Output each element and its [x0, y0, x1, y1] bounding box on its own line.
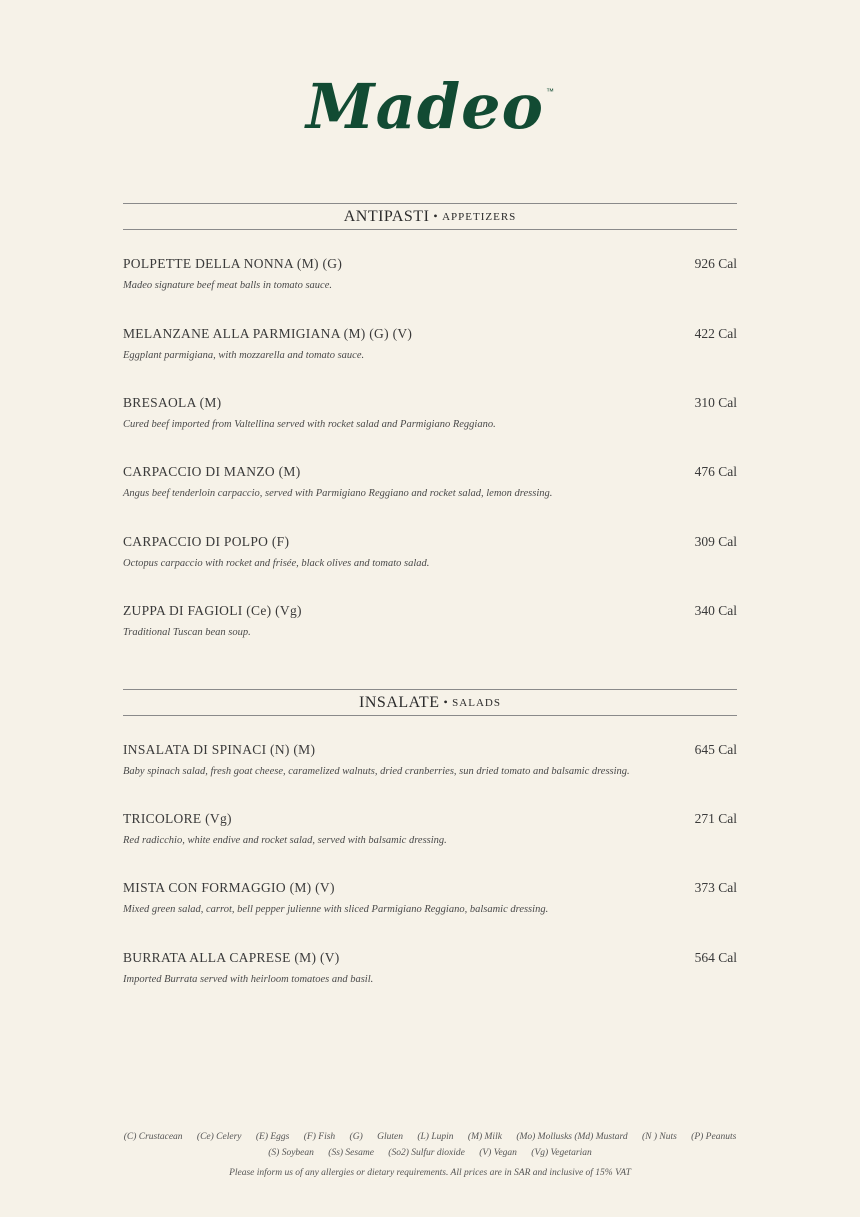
item-name: POLPETTE DELLA NONNA (M) (G): [123, 256, 343, 271]
brand-name: Madeo: [306, 70, 544, 143]
brand-logo: [0, 70, 860, 143]
item-calories: 564 Cal: [694, 950, 737, 965]
item-name: INSALATA DI SPINACI (N) (M): [123, 742, 316, 757]
section-antipasti: [123, 203, 737, 638]
separator-dot: •: [443, 695, 449, 709]
allergen-label: (N ) Nuts: [641, 1132, 677, 1142]
item-calories: 340 Cal: [694, 603, 737, 618]
allergen-label: Gluten: [377, 1132, 403, 1142]
allergen-label: (V) Vegan: [479, 1148, 517, 1158]
item-calories: 926 Cal: [694, 256, 737, 271]
menu-item: [123, 256, 737, 291]
allergen-label: (C) Crustacean: [123, 1132, 183, 1142]
item-calories: 476 Cal: [694, 464, 737, 479]
item-description: Imported Burrata served with heirloom tomatoes and basil.: [123, 974, 374, 985]
item-description: Red radicchio, white endive and rocket salad, served with balsamic dressing.: [123, 835, 447, 846]
item-name: CARPACCIO DI POLPO (F): [123, 534, 290, 549]
item-calories: 271 Cal: [694, 811, 737, 826]
allergen-label: (Vg) Vegetarian: [531, 1148, 592, 1158]
item-description: Cured beef imported from Valtellina served with rocket salad and Parmigiano Reggiano.: [123, 419, 496, 430]
menu-item: [123, 950, 737, 985]
allergen-label: (G): [349, 1132, 363, 1142]
item-calories: 645 Cal: [694, 742, 737, 757]
section-title: ANTIPASTI: [343, 207, 430, 225]
item-name: CARPACCIO DI MANZO (M): [123, 464, 301, 479]
allergen-legend-line-1: [0, 1129, 860, 1145]
section-title: INSALATE: [359, 693, 440, 711]
allergen-label: (M) Milk: [467, 1132, 502, 1142]
menu-item: [123, 880, 737, 915]
menu-item: [123, 603, 737, 638]
allergen-label: (L) Lupin: [417, 1132, 454, 1142]
menu-item: [123, 395, 737, 430]
section-insalate: [123, 689, 737, 985]
item-description: Traditional Tuscan bean soup.: [123, 627, 251, 638]
separator-dot: •: [433, 209, 439, 223]
item-name: BURRATA ALLA CAPRESE (M) (V): [123, 950, 340, 965]
item-description: Baby spinach salad, fresh goat cheese, caramelized walnuts, dried cranberries, sun dried tomato and balsamic dressing.: [123, 766, 630, 777]
allergen-label: (Mo) Mollusks (Md) Mustard: [516, 1132, 628, 1142]
section-subtitle: APPETIZERS: [442, 210, 517, 223]
item-calories: 309 Cal: [694, 534, 737, 549]
menu-item: [123, 742, 737, 777]
item-name: BRESAOLA (M): [123, 395, 222, 410]
item-calories: 373 Cal: [694, 880, 737, 895]
item-name: TRICOLORE (Vg): [123, 811, 232, 826]
menu-item: [123, 326, 737, 361]
item-description: Eggplant parmigiana, with mozzarella and tomato sauce.: [123, 350, 365, 361]
item-description: Octopus carpaccio with rocket and frisée, black olives and tomato salad.: [123, 558, 430, 569]
item-description: Mixed green salad, carrot, bell pepper julienne with sliced Parmigiano Reggiano, balsamic dressing.: [123, 904, 549, 915]
allergen-label: (P) Peanuts: [691, 1132, 737, 1142]
allergen-label: (E) Eggs: [255, 1132, 290, 1142]
allergen-label: (F) Fish: [303, 1132, 336, 1142]
section-header: [123, 203, 737, 230]
allergen-label: (So2) Sulfur dioxide: [388, 1148, 465, 1158]
allergen-label: (Ce) Celery: [196, 1132, 242, 1142]
menu-item: [123, 534, 737, 569]
allergen-legend-line-2: [0, 1145, 860, 1161]
section-header: [123, 689, 737, 716]
item-description: Madeo signature beef meat balls in tomato sauce.: [123, 280, 332, 291]
trademark-mark: ™: [545, 87, 554, 96]
menu-item: [123, 811, 737, 846]
menu-item: [123, 464, 737, 499]
item-name: MISTA CON FORMAGGIO (M) (V): [123, 880, 335, 895]
allergen-label: (Ss) Sesame: [328, 1148, 374, 1158]
allergy-vat-note: Please inform us of any allergies or dietary requirements. All prices are in SAR and inclusive of 15% VAT: [229, 1168, 631, 1178]
section-subtitle: SALADS: [452, 696, 501, 709]
allergen-label: (S) Soybean: [268, 1148, 314, 1158]
allergen-footer: [0, 1129, 860, 1181]
item-description: Angus beef tenderloin carpaccio, served with Parmigiano Reggiano and rocket salad, lemon dressing.: [123, 488, 553, 499]
item-calories: 310 Cal: [694, 395, 737, 410]
item-name: MELANZANE ALLA PARMIGIANA (M) (G) (V): [123, 326, 413, 341]
item-name: ZUPPA DI FAGIOLI (Ce) (Vg): [123, 603, 302, 618]
item-calories: 422 Cal: [694, 326, 737, 341]
